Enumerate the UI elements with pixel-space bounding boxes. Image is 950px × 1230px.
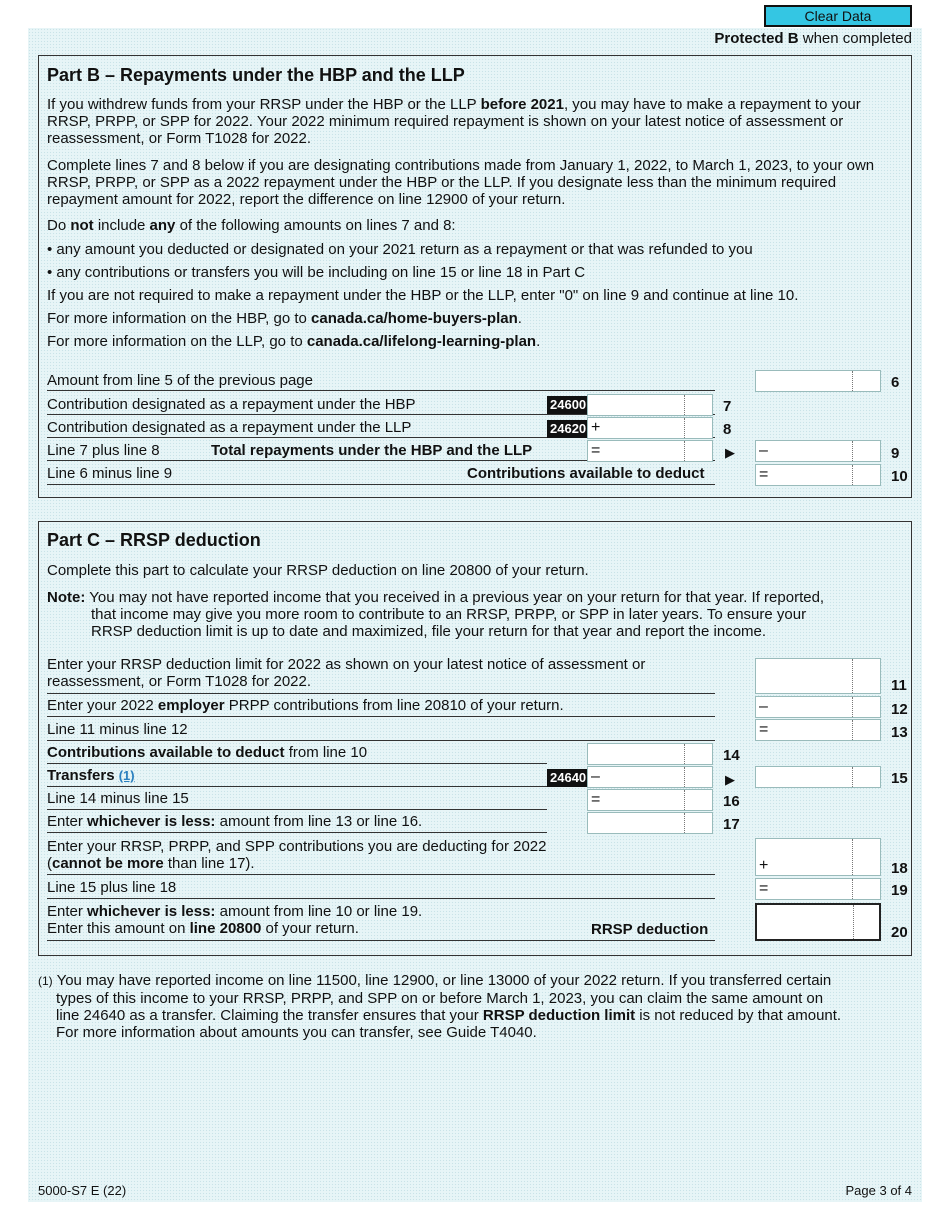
divider: [47, 832, 547, 833]
line-12-label: Enter your 2022 employer PRPP contributions from line 20810 of your return.: [47, 697, 564, 714]
line-14-label: Contributions available to deduct from line 10: [47, 744, 368, 761]
divider: [47, 940, 715, 941]
line-9-subtotal-field[interactable]: [587, 440, 713, 462]
line-number: 17: [723, 816, 740, 833]
line-15-subtotal-field[interactable]: [587, 766, 713, 788]
arrow-right-icon: ▶: [725, 772, 735, 787]
divider: [47, 740, 715, 741]
part-c-note: Note: You may not have reported income that you received in a previous year on your return for that year. If reported, that income may give you more room to contribute to an RRSP, PRPP, or SPP in later years. To ensure your RRSP deduction limit is up to date and maximized, file your return for that year and report the income.: [47, 589, 825, 640]
protected-b-notice: Protected B when completed: [714, 30, 912, 47]
divider: [47, 874, 715, 875]
divider: [47, 786, 547, 787]
part-b-paragraph-1: If you withdrew funds from your RRSP under the HBP or the LLP before 2021, you may have to make a repayment to your RRSP, PRPP, or SPP for 2022. Your 2022 minimum required repayment is shown on your latest notice of assessment or reassessment, or Form T1028 for 2022.: [47, 96, 861, 147]
line-13-field[interactable]: [755, 719, 881, 741]
divider: [47, 390, 715, 391]
line-number: 6: [891, 374, 900, 391]
line-number: 7: [723, 398, 732, 415]
llp-info: For more information on the LLP, go to canada.ca/lifelong-learning-plan.: [47, 333, 541, 350]
line-10-field[interactable]: [755, 464, 881, 486]
line-code-24640: 24640: [547, 769, 589, 787]
line-number: 11: [891, 677, 907, 694]
plus-sign: +: [591, 419, 601, 436]
line-10-label: Line 6 minus line 9: [47, 465, 173, 482]
bullet-item: • any amount you deducted or designated on your 2021 return as a repayment or that was refunded to you: [47, 241, 753, 258]
line-number: 9: [891, 445, 900, 462]
part-b-section: [38, 55, 912, 498]
line-number: 20: [891, 924, 908, 941]
form-id: 5000-S7 E (22): [38, 1183, 127, 1198]
line-7-label: Contribution designated as a repayment under the HBP: [47, 396, 416, 413]
minus-sign: –: [759, 442, 768, 459]
hbp-link[interactable]: canada.ca/home-buyers-plan: [311, 310, 518, 327]
divider: [47, 484, 715, 485]
line-number: 15: [891, 770, 908, 787]
line-16-field[interactable]: [587, 789, 713, 811]
line-17-label: Enter whichever is less: amount from line 13 or line 16.: [47, 813, 423, 830]
line-10-caption: Contributions available to deduct: [467, 465, 705, 482]
line-20-field[interactable]: [755, 903, 881, 941]
plus-sign: +: [759, 857, 769, 874]
line-6-field[interactable]: [755, 370, 881, 392]
part-c-title: Part C – RRSP deduction: [47, 530, 261, 550]
line-number: 18: [891, 860, 908, 877]
line-number: 8: [723, 421, 732, 438]
page-number: Page 3 of 4: [845, 1183, 912, 1198]
line-9-field[interactable]: [755, 440, 881, 462]
line-code-24620: 24620: [547, 420, 589, 438]
line-number: 10: [891, 468, 908, 485]
minus-sign: –: [591, 768, 600, 785]
divider: [47, 716, 715, 717]
bullet-item: • any contributions or transfers you will be including on line 15 or line 18 in Part C: [47, 264, 586, 281]
equals-sign: =: [759, 466, 769, 483]
rrsp-deduction-caption: RRSP deduction: [591, 921, 709, 938]
part-c-intro: Complete this part to calculate your RRSP deduction on line 20800 of your return.: [47, 562, 589, 579]
line-9-label: Line 7 plus line 8 Total repayments under the HBP and the LLP: [47, 442, 533, 459]
part-b-title: Part B – Repayments under the HBP and the LLP: [47, 65, 465, 85]
line-18-field[interactable]: [755, 838, 881, 876]
arrow-right-icon: ▶: [725, 445, 735, 460]
line-number: 12: [891, 701, 908, 718]
divider: [47, 693, 715, 694]
part-c-section: [38, 521, 912, 956]
line-11-label: Enter your RRSP deduction limit for 2022 as shown on your latest notice of assessment or reassessment, or Form T1028 for 2022.: [47, 656, 646, 690]
line-number: 13: [891, 724, 908, 741]
line-17-field[interactable]: [587, 812, 713, 834]
line-19-label: Line 15 plus line 18: [47, 879, 177, 896]
line-number: 14: [723, 747, 740, 764]
hbp-info: For more information on the HBP, go to canada.ca/home-buyers-plan.: [47, 310, 522, 327]
line-7-field[interactable]: [587, 394, 713, 416]
line-15-label: Transfers (1): [47, 767, 135, 784]
part-b-paragraph-4: If you are not required to make a repayment under the HBP or the LLP, enter "0" on line 9 and continue at line 10.: [47, 287, 799, 304]
part-b-paragraph-2: Complete lines 7 and 8 below if you are designating contributions made from January 1, 2022, to March 1, 2023, to your own RRSP, PRPP, or SPP as a 2022 repayment under the HBP or the LLP. If you designate less than the minimum required repayment amount for 2022, report the difference on line 12900 of your return.: [47, 157, 875, 208]
line-18-label: Enter your RRSP, PRPP, and SPP contributions you are deducting for 2022 (cannot be more than line 17).: [47, 838, 547, 872]
line-14-field[interactable]: [587, 743, 713, 765]
footnote-1-link[interactable]: (1): [118, 768, 135, 783]
line-20-label: Enter whichever is less: amount from line 10 or line 19. Enter this amount on line 20800 of your return.: [47, 903, 423, 937]
divider: [47, 898, 715, 899]
line-11-field[interactable]: [755, 658, 881, 694]
line-13-label: Line 11 minus line 12: [47, 721, 188, 738]
line-15-field[interactable]: [755, 766, 881, 788]
llp-link[interactable]: canada.ca/lifelong-learning-plan: [306, 333, 537, 350]
line-8-label: Contribution designated as a repayment under the LLP: [47, 419, 412, 436]
line-code-24600: 24600: [547, 396, 589, 414]
line-8-field[interactable]: [587, 417, 713, 439]
line-19-field[interactable]: [755, 878, 881, 900]
footnote-1: (1) You may have reported income on line 11500, line 12900, or line 13000 of your 2022 return. If you transferred certain types of this income to your RRSP, PRPP, and SPP on or before March 1, 2023, you can claim the same amount on line 24640 as a transfer. Claiming the transfer ensures that your RRSP deduction limit is not reduced by that amount. For more information about amounts you can transfer, see Guide T4040.: [38, 972, 842, 1041]
equals-sign: =: [591, 442, 601, 459]
equals-sign: =: [591, 791, 601, 808]
line-6-label: Amount from line 5 of the previous page: [47, 372, 313, 389]
line-12-field[interactable]: [755, 696, 881, 718]
divider: [47, 809, 547, 810]
divider: [47, 763, 547, 764]
line-number: 19: [891, 882, 908, 899]
clear-data-button[interactable]: Clear Data: [764, 5, 912, 27]
minus-sign: –: [759, 698, 768, 715]
part-b-paragraph-3: Do not include any of the following amounts on lines 7 and 8:: [47, 217, 456, 234]
line-number: 16: [723, 793, 740, 810]
line-16-label: Line 14 minus line 15: [47, 790, 189, 807]
equals-sign: =: [759, 721, 769, 738]
equals-sign: =: [759, 880, 769, 897]
